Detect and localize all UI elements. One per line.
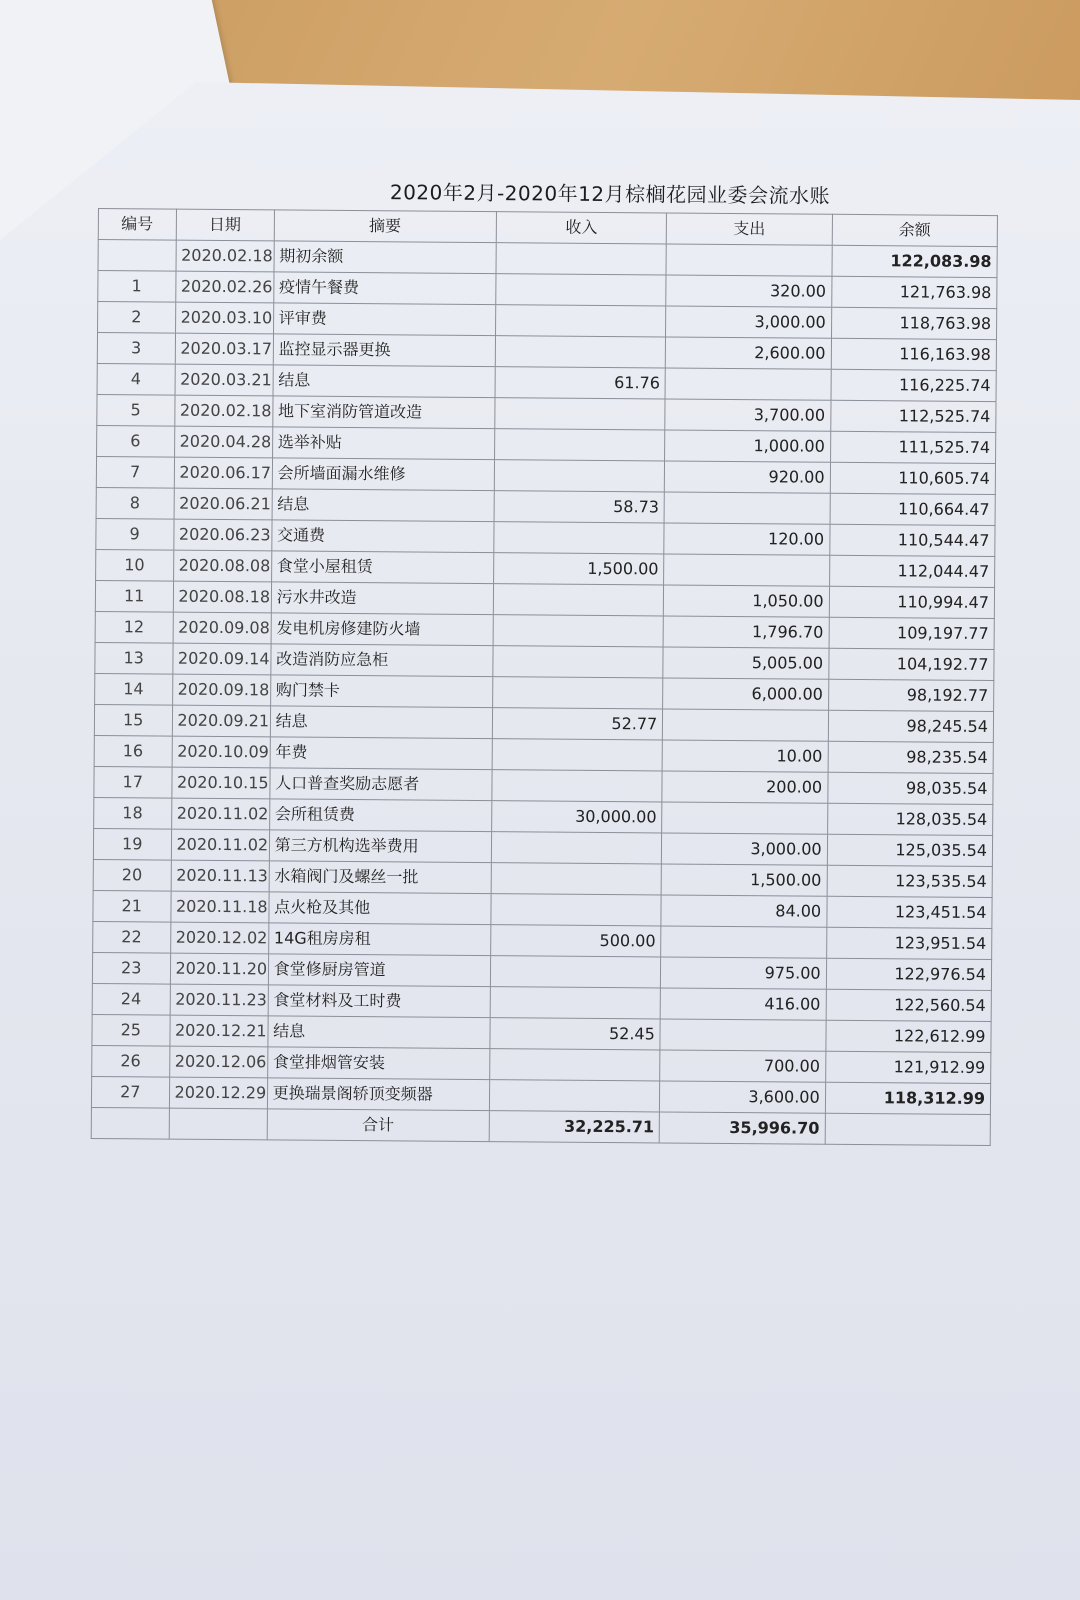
row-number: 9 [96,518,174,550]
document-title: 2020年2月-2020年12月棕榈花园业委会流水账 [389,180,831,208]
row-number: 5 [97,394,175,426]
row-number: 7 [96,456,174,488]
row-expense [661,926,827,958]
row-number: 11 [95,580,173,612]
row-balance: 98,235.54 [828,741,994,773]
column-header-date: 日期 [176,209,274,241]
row-summary: 改造消防应急柜 [270,644,492,677]
row-date: 2020.11.18 [170,891,268,923]
row-summary: 食堂材料及工时费 [268,985,490,1018]
column-header-income: 收入 [496,212,667,244]
row-expense: 320.00 [666,275,832,307]
row-number: 23 [92,952,170,984]
row-balance: 121,763.98 [831,276,997,308]
row-date: 2020.08.08 [173,550,271,582]
row-balance: 122,083.98 [832,245,998,277]
row-summary: 点火枪及其他 [269,892,491,925]
row-income [494,522,665,554]
row-expense: 6,000.00 [663,678,829,710]
row-expense [662,802,828,834]
row-number: 8 [96,487,174,519]
row-balance: 98,245.54 [828,710,994,742]
row-income [492,770,663,802]
row-balance: 122,612.99 [826,1020,992,1052]
row-expense [665,368,831,400]
row-summary: 结息 [272,489,494,522]
row-summary: 评审费 [273,303,495,336]
row-date: 2020.09.18 [172,674,270,706]
row-date: 2020.08.18 [173,581,271,613]
total-date-cell [169,1108,267,1140]
row-number: 14 [95,673,173,705]
row-income [489,1049,660,1081]
row-expense: 416.00 [660,988,826,1020]
row-income [491,863,662,895]
row-balance: 116,225.74 [831,369,997,401]
row-date: 2020.02.26 [175,271,273,303]
row-date: 2020.09.21 [172,705,270,737]
row-balance: 121,912.99 [825,1051,991,1083]
row-number: 27 [91,1076,169,1108]
row-date: 2020.11.02 [171,798,269,830]
column-header-expense: 支出 [667,213,833,245]
row-summary: 结息 [268,1016,490,1049]
column-header-summary: 摘要 [274,210,496,243]
row-balance: 118,763.98 [831,307,997,339]
row-summary: 食堂排烟管安装 [267,1047,489,1080]
row-income [493,646,664,678]
row-summary: 发电机房修建防火墙 [271,613,493,646]
row-summary: 会所租赁费 [269,799,491,832]
total-label: 合计 [267,1109,489,1142]
row-date: 2020.06.23 [173,519,271,551]
row-summary: 期初余额 [274,241,496,274]
row-number: 16 [94,735,172,767]
row-number: 26 [92,1045,170,1077]
row-expense: 700.00 [660,1050,826,1082]
row-date: 2020.09.08 [173,612,271,644]
row-income: 61.76 [495,367,666,399]
row-number: 10 [96,549,174,581]
row-summary: 购门禁卡 [270,675,492,708]
row-number: 22 [93,921,171,953]
row-income [494,460,665,492]
row-income [496,243,667,275]
row-income [494,429,665,461]
total-income: 32,225.71 [489,1111,660,1143]
row-income: 52.45 [490,1018,661,1050]
row-expense [664,554,830,586]
row-date: 2020.10.15 [171,767,269,799]
row-income: 1,500.00 [493,553,664,585]
row-expense: 120.00 [664,523,830,555]
row-date: 2020.06.21 [174,488,272,520]
row-balance: 110,544.47 [829,524,995,556]
row-income [492,739,663,771]
row-date: 2020.02.18 [174,395,272,427]
row-number: 13 [95,642,173,674]
row-expense: 84.00 [661,895,827,927]
row-number: 19 [93,828,171,860]
row-summary: 水箱阀门及螺丝一批 [269,861,491,894]
row-balance: 128,035.54 [827,803,993,835]
row-date: 2020.12.06 [169,1046,267,1078]
row-number: 20 [93,859,171,891]
row-date: 2020.11.02 [171,829,269,861]
row-number: 1 [98,271,176,303]
row-summary: 污水井改造 [271,582,493,615]
row-balance: 109,197.77 [829,617,995,649]
row-balance: 104,192.77 [828,648,994,680]
row-expense: 920.00 [665,461,831,493]
row-number: 12 [95,611,173,643]
row-balance: 122,976.54 [826,958,992,990]
row-number: 21 [93,890,171,922]
row-date: 2020.10.09 [172,736,270,768]
row-income [490,956,661,988]
row-number: 3 [97,333,175,365]
row-number: 17 [94,766,172,798]
row-balance: 122,560.54 [826,989,992,1021]
row-date: 2020.04.28 [174,426,272,458]
row-summary: 结息 [273,365,495,398]
column-header-number: 编号 [98,209,176,241]
row-income [495,398,666,430]
row-expense [666,244,832,276]
row-summary: 人口普查奖励志愿者 [270,768,492,801]
row-expense: 3,700.00 [665,399,831,431]
row-date: 2020.12.29 [169,1077,267,1109]
row-summary: 第三方机构选举费用 [269,830,491,863]
row-income [491,832,662,864]
row-expense: 2,600.00 [666,337,832,369]
row-balance: 112,044.47 [829,555,995,587]
row-number: 24 [92,983,170,1015]
row-summary: 疫情午餐费 [273,272,495,305]
row-balance: 98,192.77 [828,679,994,711]
row-expense: 3,000.00 [666,306,832,338]
total-expense: 35,996.70 [659,1112,825,1144]
row-expense: 1,050.00 [664,585,830,617]
row-date: 2020.03.21 [175,364,273,396]
row-date: 2020.11.23 [170,984,268,1016]
total-number-cell [91,1107,169,1139]
row-balance: 123,535.54 [827,865,993,897]
row-income [495,336,666,368]
row-date: 2020.12.02 [170,922,268,954]
row-balance: 123,451.54 [827,896,993,928]
row-income [495,305,666,337]
row-expense: 1,796.70 [663,616,829,648]
row-number: 15 [94,704,172,736]
ledger-body [91,240,997,1115]
row-balance: 123,951.54 [826,927,992,959]
row-summary: 食堂小屋租赁 [271,551,493,584]
row-summary: 会所墙面漏水维修 [272,458,494,491]
row-summary: 交通费 [271,520,493,553]
row-summary: 更换瑞景阁轿顶变频器 [267,1078,489,1111]
row-number: 25 [92,1014,170,1046]
row-date: 2020.12.21 [169,1015,267,1047]
row-balance: 118,312.99 [825,1082,991,1114]
row-expense [660,1019,826,1051]
row-balance: 116,163.98 [831,338,997,370]
row-summary: 年费 [270,737,492,770]
row-number: 2 [98,302,176,334]
row-balance: 110,664.47 [830,493,996,525]
row-summary: 选举补贴 [272,427,494,460]
row-income: 58.73 [494,491,665,523]
row-expense: 3,600.00 [660,1081,826,1113]
ledger-table [91,208,998,1146]
row-number: 4 [97,363,175,395]
row-summary: 结息 [270,706,492,739]
row-number [98,240,176,272]
row-balance: 125,035.54 [827,834,993,866]
row-expense: 1,000.00 [665,430,831,462]
row-income [493,615,664,647]
row-expense: 10.00 [662,740,828,772]
row-income: 52.77 [492,708,663,740]
row-income: 500.00 [490,925,661,957]
total-row [91,1107,990,1145]
row-summary: 监控显示器更换 [273,334,495,367]
row-income [489,1080,660,1112]
row-date: 2020.09.14 [172,643,270,675]
row-income [490,987,661,1019]
row-balance: 98,035.54 [827,772,993,804]
row-date: 2020.11.20 [170,953,268,985]
row-expense: 1,500.00 [661,864,827,896]
row-balance: 112,525.74 [830,400,996,432]
row-expense: 3,000.00 [662,833,828,865]
row-income [493,584,664,616]
row-expense [663,709,829,741]
row-income [492,677,663,709]
row-summary: 食堂修厨房管道 [268,954,490,987]
row-date: 2020.11.13 [171,860,269,892]
row-expense: 200.00 [662,771,828,803]
row-expense [664,492,830,524]
row-balance: 110,994.47 [829,586,995,618]
row-income [491,894,662,926]
row-expense: 975.00 [661,957,827,989]
row-income [496,274,667,306]
row-date: 2020.03.10 [175,302,273,334]
row-summary: 14G租房房租 [268,923,490,956]
row-income: 30,000.00 [491,801,662,833]
row-expense: 5,005.00 [663,647,829,679]
row-date: 2020.03.17 [175,333,273,365]
row-balance: 110,605.74 [830,462,996,494]
total-balance [825,1113,991,1145]
row-summary: 地下室消防管道改造 [272,396,494,429]
column-header-balance: 余额 [832,214,998,246]
row-date: 2020.02.18 [176,240,274,272]
row-number: 18 [94,797,172,829]
row-date: 2020.06.17 [174,457,272,489]
row-balance: 111,525.74 [830,431,996,463]
row-number: 6 [97,425,175,457]
